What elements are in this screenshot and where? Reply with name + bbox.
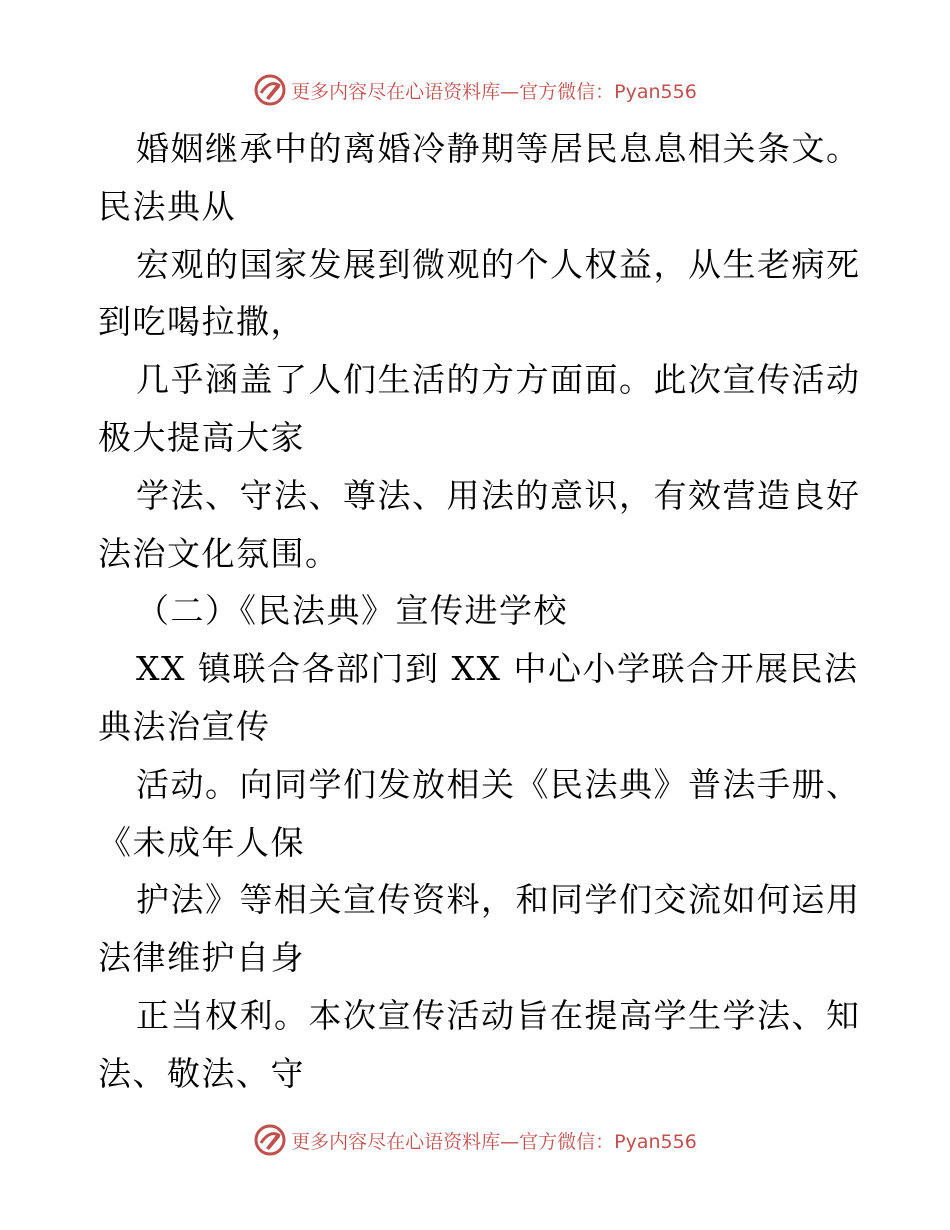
- body-line: 学法、守法、尊法、用法的意识，有效营造良好: [136, 475, 861, 515]
- footer-banner-text: 更多内容尽在心语资料库—官方微信：Pyan556: [291, 1130, 697, 1153]
- body-line: 正当权利。本次宣传活动旨在提高学生学法、知: [136, 995, 861, 1035]
- logo-icon: [253, 1123, 287, 1157]
- header-banner: [0, 70, 950, 110]
- body-line: 民法典从: [98, 186, 236, 226]
- body-line: 到吃喝拉撒，: [98, 302, 305, 342]
- body-line: 极大提高大家: [98, 417, 305, 457]
- body-line: 法治文化氛围。: [98, 533, 340, 573]
- body-line: 护法》等相关宣传资料，和同学们交流如何运用: [136, 880, 861, 920]
- section-heading: （二）《民法典》宣传进学校: [136, 591, 568, 631]
- body-line: 典法治宣传: [98, 706, 271, 746]
- logo-icon: [253, 73, 287, 107]
- document-body: [98, 120, 861, 1103]
- body-line: 法律维护自身: [98, 938, 305, 978]
- body-line: 活动。向同学们发放相关《民法典》普法手册、: [136, 764, 861, 804]
- body-line: 《未成年人保: [98, 822, 305, 862]
- body-line: 几乎涵盖了人们生活的方方面面。此次宣传活动: [136, 360, 861, 400]
- body-line: 法、敬法、守: [98, 1053, 305, 1093]
- body-line: 宏观的国家发展到微观的个人权益，从生老病死: [136, 244, 861, 284]
- body-line: 婚姻继承中的离婚冷静期等居民息息相关条文。: [136, 129, 861, 168]
- header-banner-text: 更多内容尽在心语资料库—官方微信：Pyan556: [291, 80, 697, 103]
- footer-banner: [0, 1120, 950, 1160]
- body-line: XX 镇联合各部门到 XX 中心小学联合开展民法: [136, 649, 859, 689]
